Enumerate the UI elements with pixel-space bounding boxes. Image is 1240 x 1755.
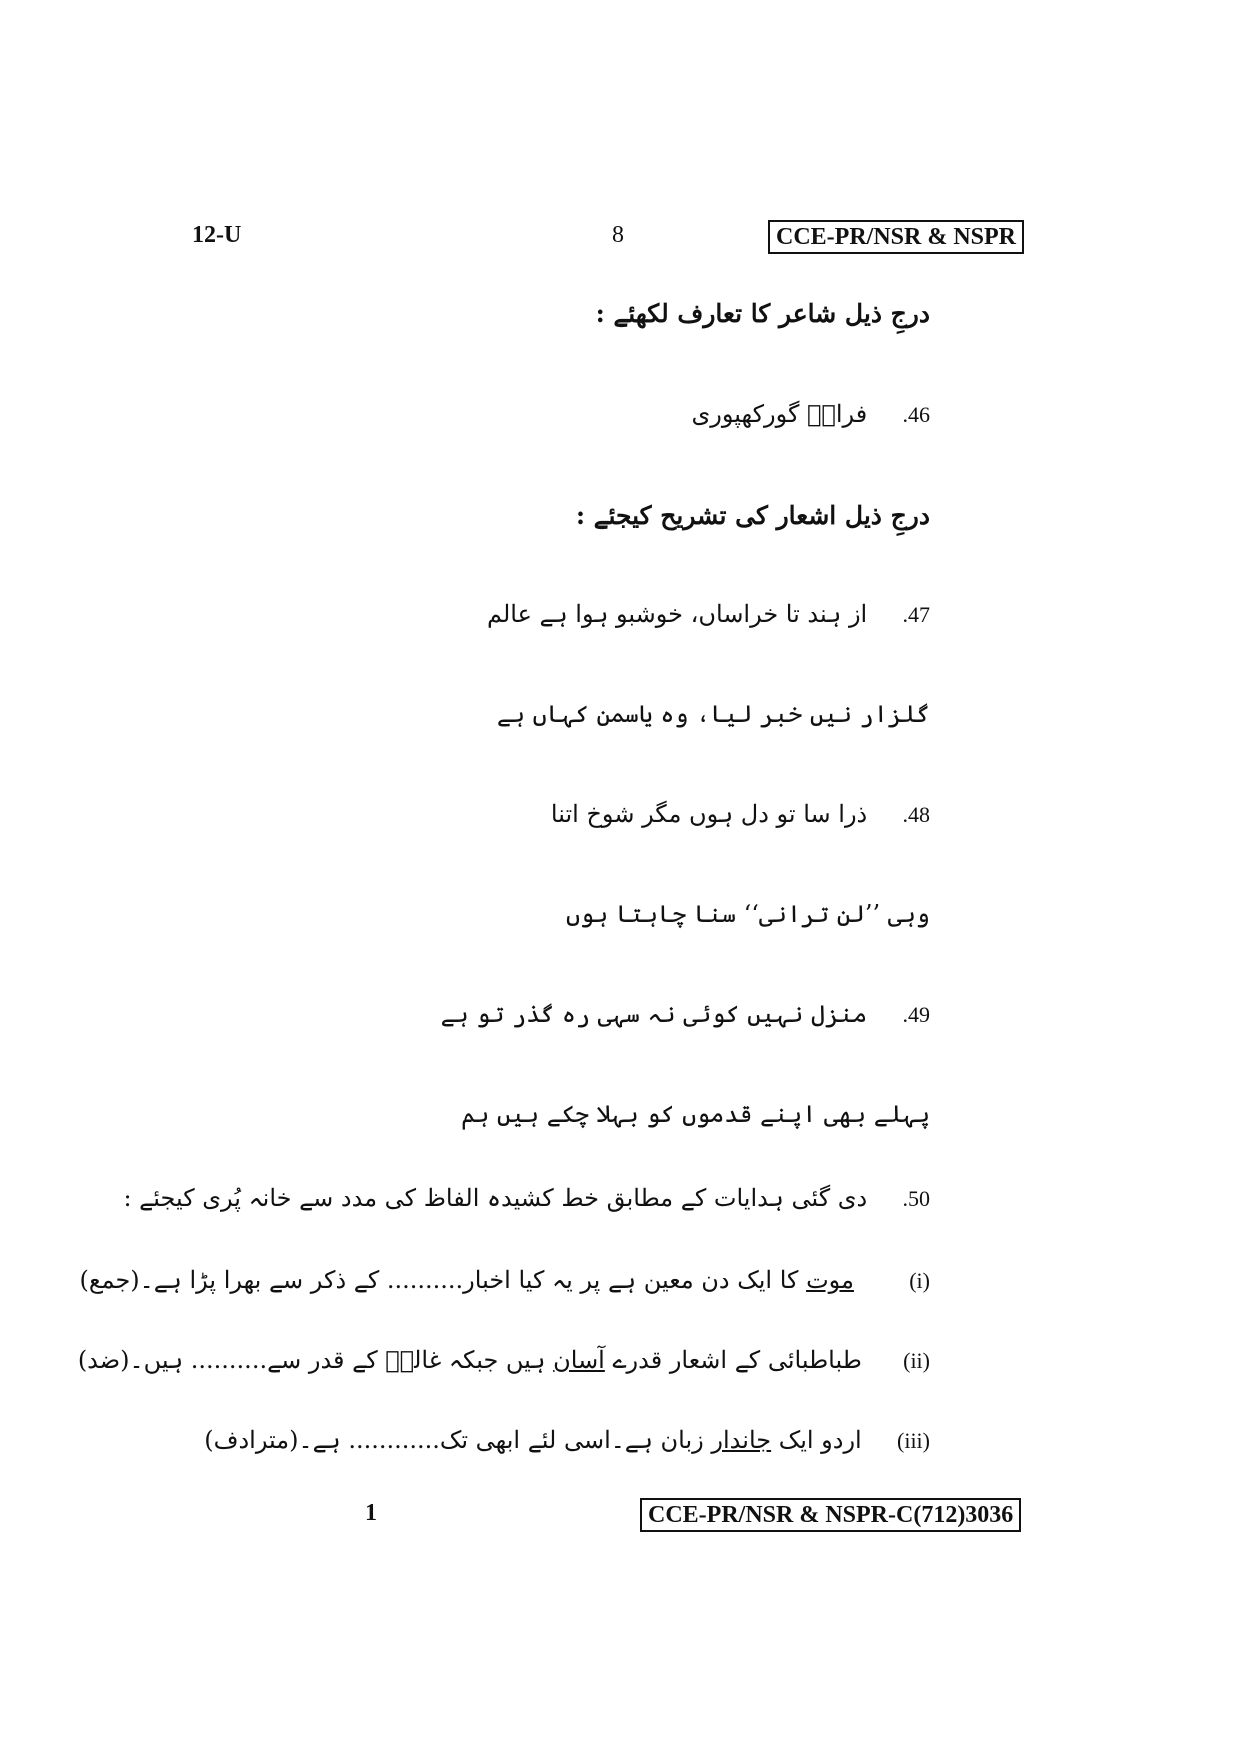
question-48-line-2: وہی ’’لن ترانی‘‘ سنا چاہتا ہوں <box>566 900 930 928</box>
question-46 <box>691 398 930 431</box>
section-heading-intro: درجِ ذیل شاعر کا تعارف لکھئے : <box>595 299 930 328</box>
item-label: (i) <box>909 1268 930 1293</box>
item-text-before: اردو ایک <box>771 1426 862 1454</box>
question-48-line-1 <box>551 798 930 831</box>
q50-item-ii <box>78 1344 930 1377</box>
q50-item-i <box>79 1264 930 1297</box>
question-number: 48. <box>902 802 930 827</box>
question-49-line-2: پہلے بھی اپنے قدموں کو بہلا چکے ہیں ہم <box>461 1100 930 1128</box>
question-47-line-2: گلزار نیں خبر لیا، وہ یاسمن کہاں ہے <box>496 700 930 728</box>
footer-right-code: CCE-PR/NSR & NSPR-C(712)3036 <box>640 1498 1021 1532</box>
question-number: 50. <box>902 1186 930 1211</box>
question-49-line-1 <box>441 998 930 1031</box>
underlined-word: آسان <box>553 1346 605 1374</box>
footer-left-number: 1 <box>365 1500 377 1526</box>
couplet-line: ذرا سا تو دل ہوں مگر شوخ اتنا <box>550 800 868 828</box>
item-text: ہیں جبکہ غالبؔ کے قدر سے.......... ہیں۔(ضد) <box>77 1346 554 1374</box>
question-47-line-1 <box>487 598 930 631</box>
header-right-code: CCE-PR/NSR & NSPR <box>768 220 1024 254</box>
couplet-line: منزل نہیں کوئی نہ سہی رہ گذر تو ہے <box>440 1000 868 1028</box>
question-number: 49. <box>902 1002 930 1027</box>
instruction-text: دی گئی ہدایات کے مطابق خط کشیدہ الفاظ کی مدد سے خانہ پُری کیجئے : <box>123 1184 868 1212</box>
underlined-word: جاندار <box>711 1426 772 1454</box>
question-number: 47. <box>902 602 930 627</box>
item-text: زبان ہے۔اسی لئے ابھی تک............ ہے۔(مترادف) <box>204 1426 712 1454</box>
underlined-word: موت <box>806 1266 854 1294</box>
couplet-line: از ہند تا خراساں، خوشبو ہوا ہے عالم <box>486 600 868 628</box>
page-number: 8 <box>612 222 624 248</box>
item-label: (ii) <box>903 1348 930 1373</box>
question-text: فراقؔ گورکھپوری <box>691 400 868 428</box>
item-label: (iii) <box>897 1428 930 1453</box>
section-heading-explain: درجِ ذیل اشعار کی تشریح کیجئے : <box>575 501 930 530</box>
item-text-before: طباطبائی کے اشعار قدرے <box>604 1346 862 1374</box>
question-50-instruction <box>123 1182 930 1215</box>
q50-item-iii <box>204 1424 930 1457</box>
question-number: 46. <box>902 402 930 427</box>
item-text: کا ایک دن معین ہے پر یہ کیا اخبار.......... کے ذکر سے بھرا پڑا ہے۔(جمع) <box>79 1266 807 1294</box>
header-left-code: 12-U <box>192 222 242 248</box>
